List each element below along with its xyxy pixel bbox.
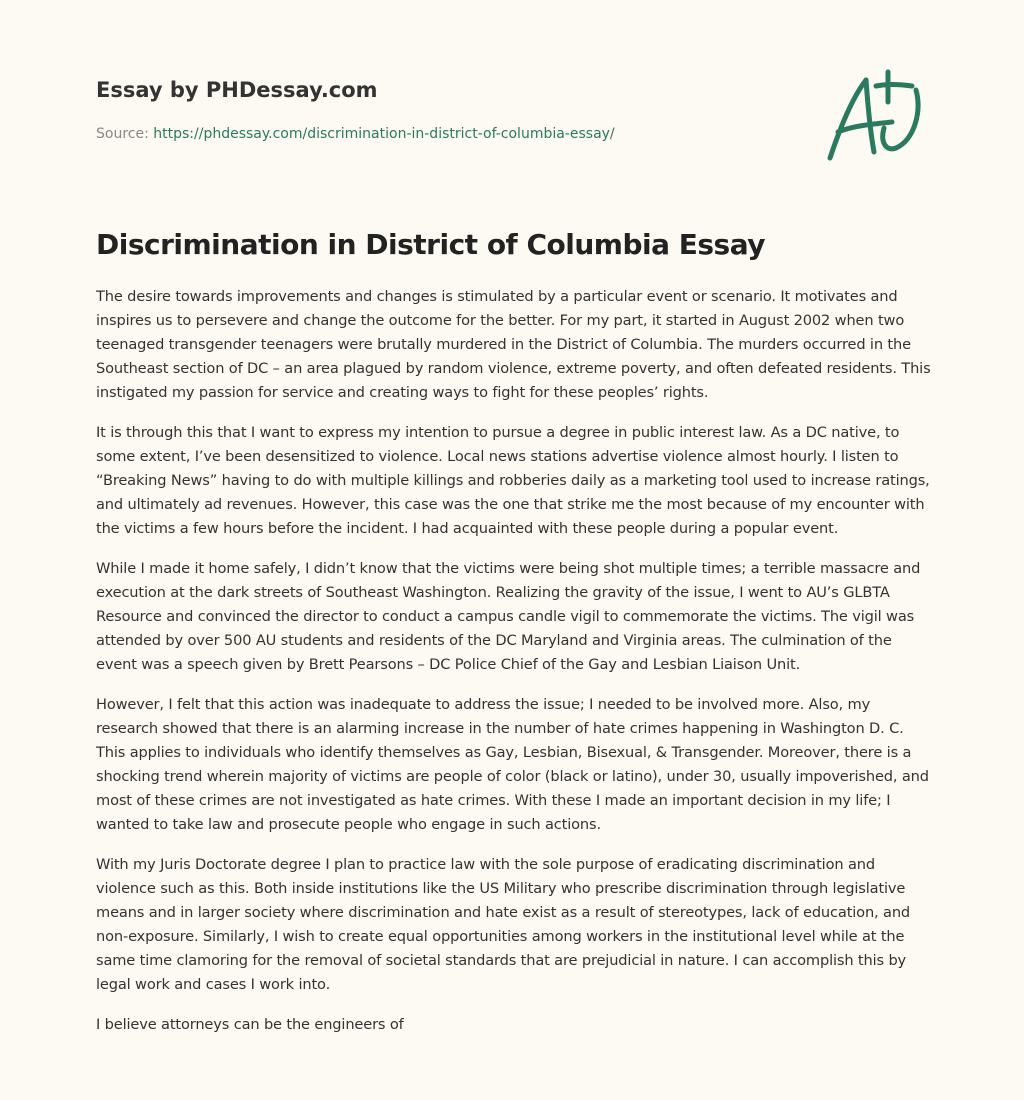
essay-body [96, 285, 932, 1053]
essay-paragraph: The desire towards improvements and changes is stimulated by a particular event or scenario. It motivates and inspires us to persevere and change the outcome for the better. For my part, it started in August 2002 when two teenaged transgender teenagers were brutally murdered in the District of Columbia. The murders occurred in the Southeast section of DC – an area plagued by random violence, extreme poverty, and often defeated residents. This instigated my passion for service and creating ways to fight for these peoples’ rights. [96, 288, 931, 401]
essay-paragraph: I believe attorneys can be the engineers of [96, 1016, 404, 1033]
page-header [96, 76, 796, 144]
essay-paragraph: However, I felt that this action was inadequate to address the issue; I needed to be involved more. Also, my research showed that there is an alarming increase in the number of hate crimes happening in Washington D. C. This applies to individuals who identify themselves as Gay, Lesbian, Bisexual, & Transgender. Moreover, there is a shocking trend wherein majority of victims are people of color (black or latino), under 30, usually impoverished, and most of these crimes are not investigated as hate crimes. With these I made an important decision in my life; I wanted to take law and prosecute people who engage in such actions. [96, 696, 929, 833]
a-plus-grade-icon [822, 68, 926, 164]
source-label: Source: [96, 126, 154, 142]
source-link[interactable]: https://phdessay.com/discrimination-in-district-of-columbia-essay/ [153, 126, 615, 142]
source-line [96, 124, 796, 144]
essay-title: Discrimination in District of Columbia Essay [96, 228, 766, 261]
essay-paragraph: With my Juris Doctorate degree I plan to practice law with the sole purpose of eradicating discrimination and violence such as this. Both inside institutions like the US Military who prescribe discrimination through legislative means and in larger society where discrimination and hate exist as a result of stereotypes, lack of education, and non-exposure. Similarly, I wish to create equal opportunities among workers in the institutional level while at the same time clamoring for the removal of societal standards that are prejudicial in nature. I can accomplish this by legal work and cases I work into. [96, 856, 911, 993]
site-brand: Essay by PHDessay.com [96, 78, 378, 102]
essay-paragraph: While I made it home safely, I didn’t know that the victims were being shot multiple times; a terrible massacre and execution at the dark streets of Southeast Washington. Realizing the gravity of the issue, I went to AU’s GLBTA Resource and convinced the director to conduct a campus candle vigil to commemorate the victims. The vigil was attended by over 500 AU students and residents of the DC Maryland and Virginia areas. The culmination of the event was a speech given by Brett Pearsons – DC Police Chief of the Gay and Lesbian Liaison Unit. [96, 560, 921, 673]
essay-paragraph: It is through this that I want to express my intention to pursue a degree in public interest law. As a DC native, to some extent, I’ve been desensitized to violence. Local news stations advertise violence almost hourly. I listen to “Breaking News” having to do with multiple killings and robberies daily as a marketing tool used to increase ratings, and ultimately ad revenues. However, this case was the one that strike me the most because of my encounter with the victims a few hours before the incident. I had acquainted with these people during a popular event. [96, 424, 930, 537]
